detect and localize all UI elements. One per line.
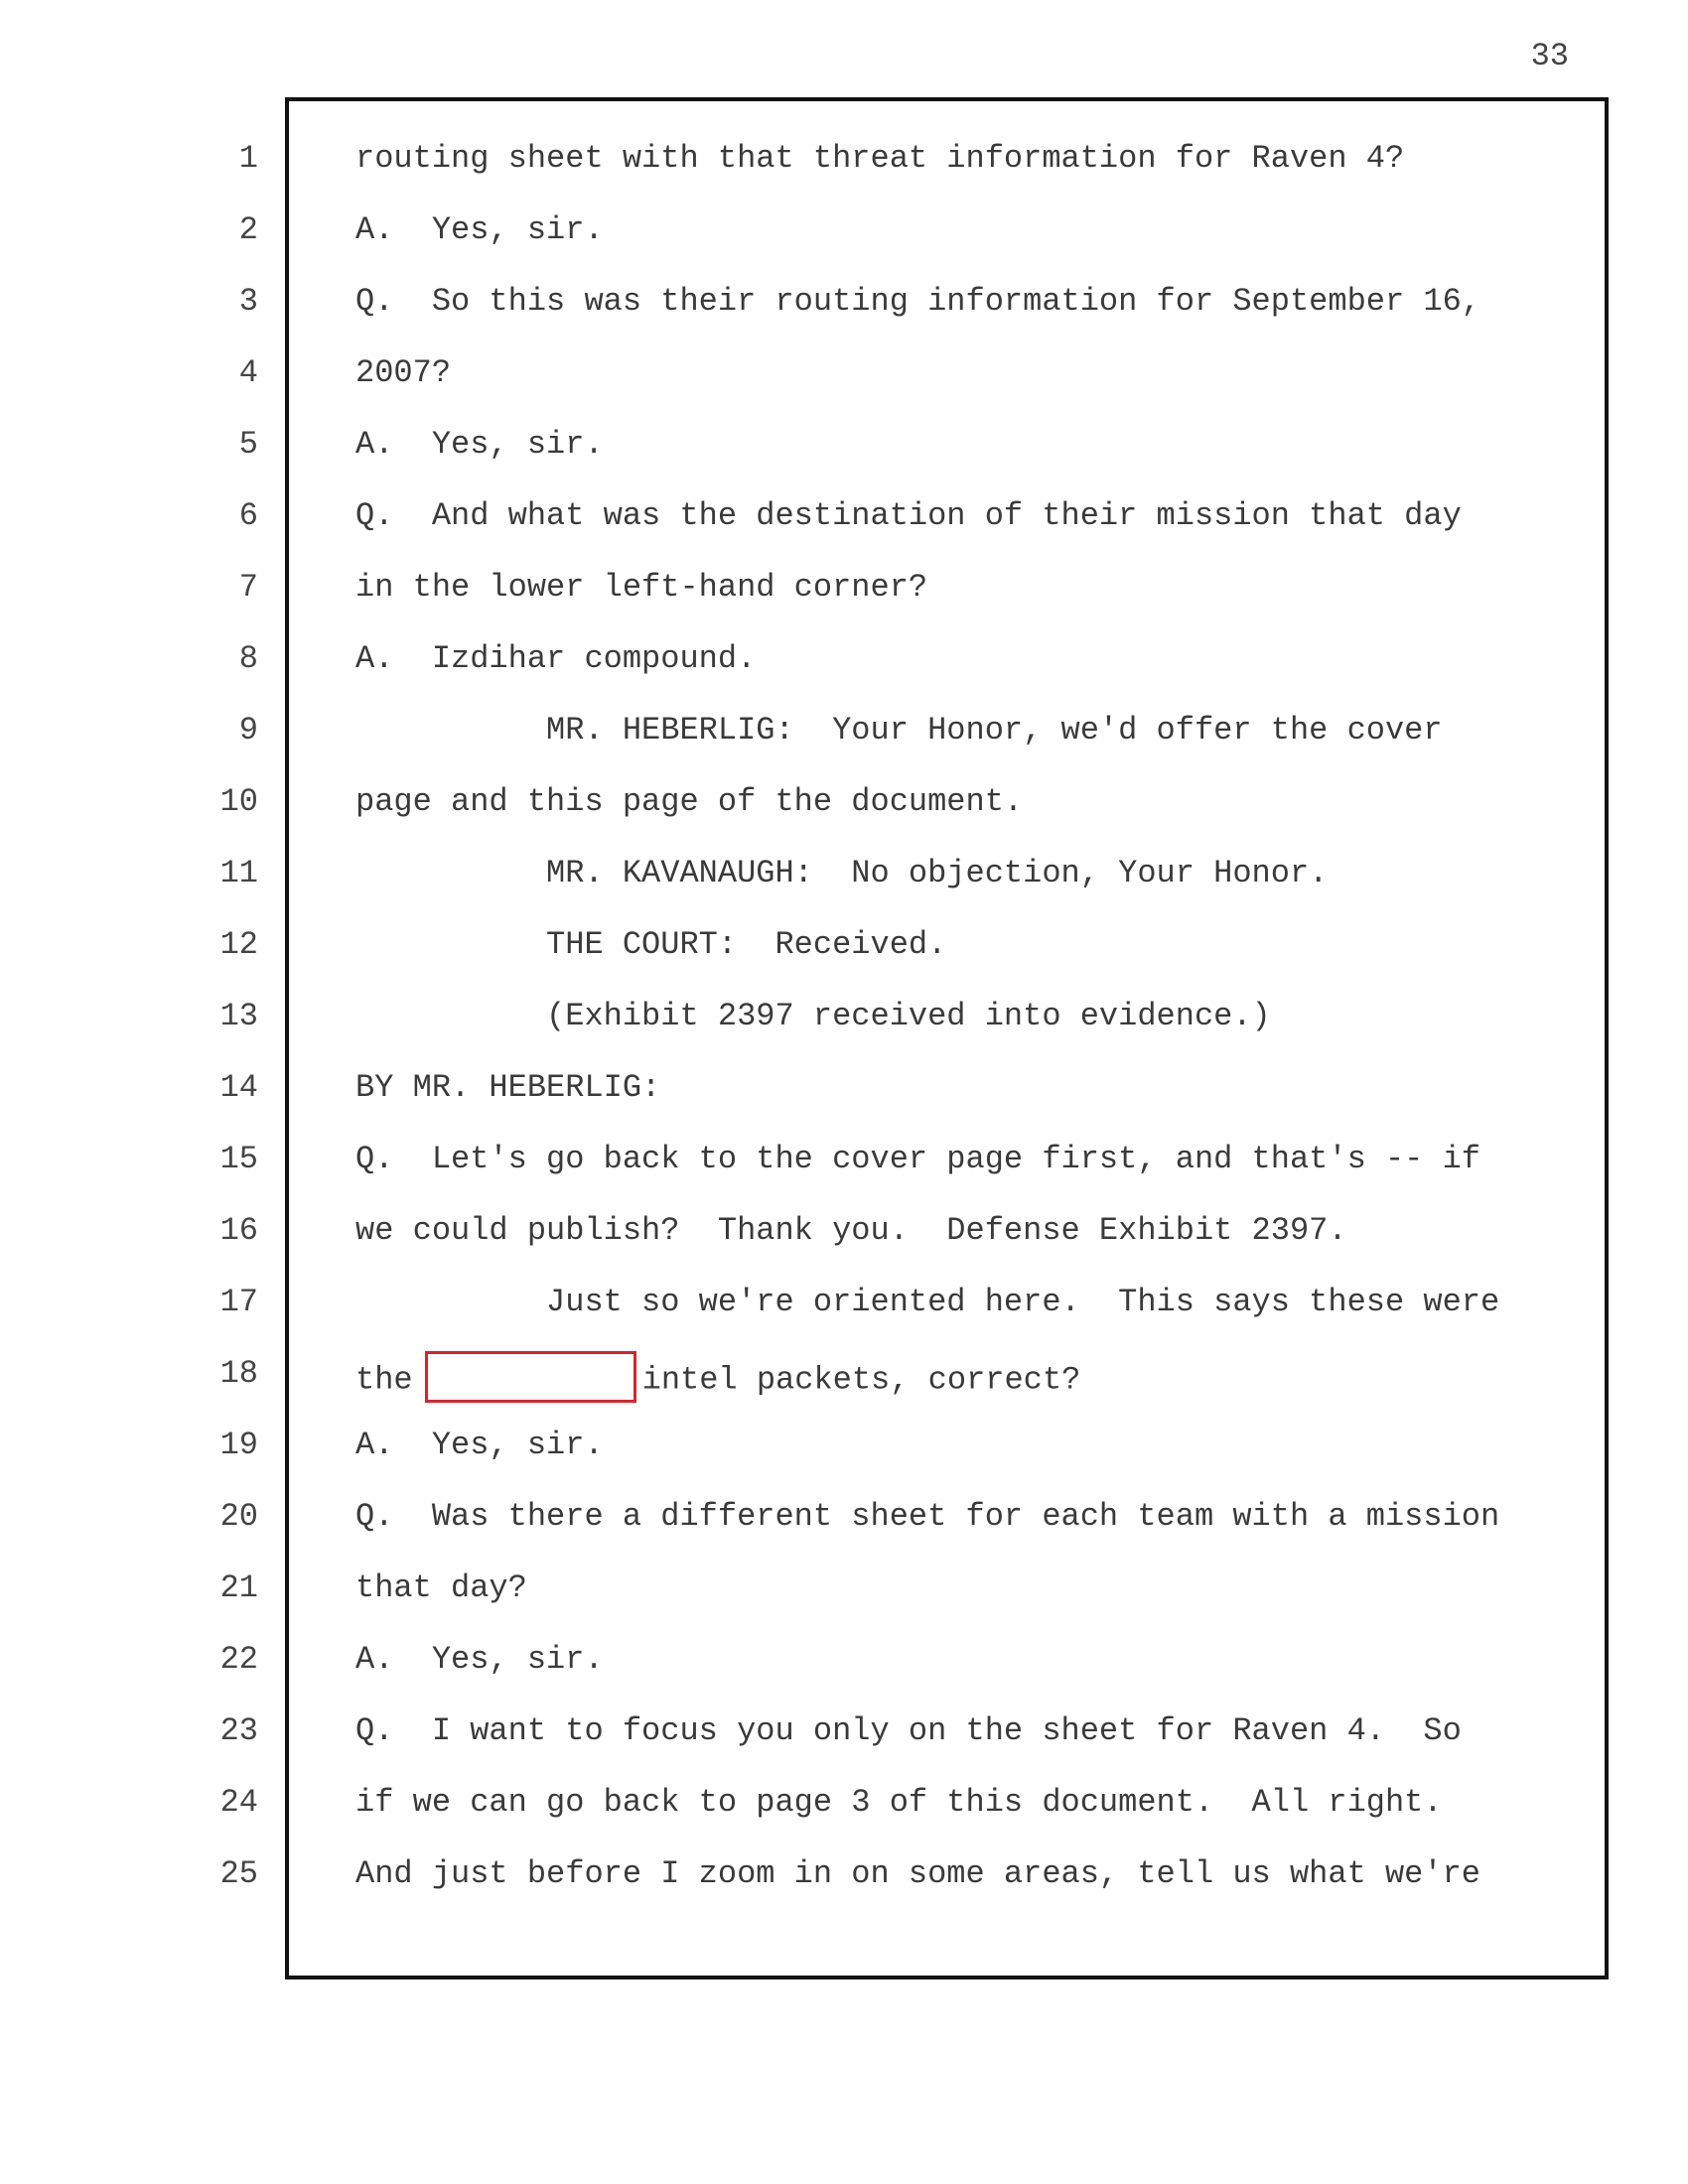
line-number: 15 bbox=[219, 1141, 258, 1177]
line-number: 13 bbox=[219, 998, 258, 1034]
line-number: 6 bbox=[238, 497, 258, 534]
line-number: 7 bbox=[238, 569, 258, 606]
transcript-line: A. Izdihar compound. bbox=[355, 640, 757, 677]
transcript-line: in the lower left-hand corner? bbox=[355, 569, 928, 606]
transcript-line: (Exhibit 2397 received into evidence.) bbox=[355, 998, 1271, 1034]
line-number: 4 bbox=[238, 354, 258, 391]
transcript-line: that day? bbox=[355, 1570, 527, 1606]
transcript-line: And just before I zoom in on some areas, tell us what we're bbox=[355, 1855, 1480, 1892]
transcript-line: we could publish? Thank you. Defense Exhibit 2397. bbox=[355, 1212, 1347, 1249]
transcript-text-after-redaction: intel packets, correct? bbox=[641, 1361, 1081, 1399]
transcript-line: Q. I want to focus you only on the sheet for Raven 4. So bbox=[355, 1712, 1462, 1749]
transcript-line: Q. Was there a different sheet for each team with a mission bbox=[355, 1498, 1500, 1535]
transcript-line: if we can go back to page 3 of this document. All right. bbox=[355, 1784, 1443, 1821]
transcript-line: A. Yes, sir. bbox=[355, 1427, 604, 1463]
transcript-line-redacted bbox=[355, 1354, 1080, 1406]
transcript-line: Q. And what was the destination of their mission that day bbox=[355, 497, 1462, 534]
transcript-line: routing sheet with that threat information for Raven 4? bbox=[355, 140, 1405, 177]
line-number: 5 bbox=[238, 426, 258, 463]
transcript-line: A. Yes, sir. bbox=[355, 1641, 604, 1678]
transcript-line: Q. Let's go back to the cover page first, and that's -- if bbox=[355, 1141, 1480, 1177]
page-number: 33 bbox=[1530, 38, 1569, 74]
line-number: 21 bbox=[219, 1570, 258, 1606]
line-number: 3 bbox=[238, 283, 258, 320]
transcript-line: A. Yes, sir. bbox=[355, 211, 604, 248]
line-number: 14 bbox=[219, 1069, 258, 1106]
transcript-line: BY MR. HEBERLIG: bbox=[355, 1069, 661, 1106]
line-number: 12 bbox=[219, 926, 258, 963]
line-number: 24 bbox=[219, 1784, 258, 1821]
line-number: 22 bbox=[219, 1641, 258, 1678]
transcript-line: page and this page of the document. bbox=[355, 783, 1024, 820]
line-number: 16 bbox=[219, 1212, 258, 1249]
line-number: 11 bbox=[219, 855, 258, 891]
line-number: 1 bbox=[238, 140, 258, 177]
transcript-line: Just so we're oriented here. This says these were bbox=[355, 1284, 1500, 1320]
transcript-text-before-redaction: the bbox=[355, 1361, 413, 1399]
line-number: 20 bbox=[219, 1498, 258, 1535]
transcript-line: 2007? bbox=[355, 354, 452, 391]
transcript-frame bbox=[285, 97, 1609, 1979]
transcript-line: Q. So this was their routing information for September 16, bbox=[355, 283, 1480, 320]
transcript-line: THE COURT: Received. bbox=[355, 926, 947, 963]
line-number: 18 bbox=[219, 1355, 258, 1392]
transcript-line: A. Yes, sir. bbox=[355, 426, 604, 463]
line-number: 17 bbox=[219, 1284, 258, 1320]
line-number: 19 bbox=[219, 1427, 258, 1463]
line-number: 10 bbox=[219, 783, 258, 820]
line-number: 25 bbox=[219, 1855, 258, 1892]
line-number: 9 bbox=[238, 712, 258, 749]
transcript-line: MR. KAVANAUGH: No objection, Your Honor. bbox=[355, 855, 1329, 891]
transcript-line: MR. HEBERLIG: Your Honor, we'd offer the cover bbox=[355, 712, 1443, 749]
line-number: 8 bbox=[238, 640, 258, 677]
line-number: 2 bbox=[238, 211, 258, 248]
line-number: 23 bbox=[219, 1712, 258, 1749]
redaction-box bbox=[425, 1351, 636, 1403]
